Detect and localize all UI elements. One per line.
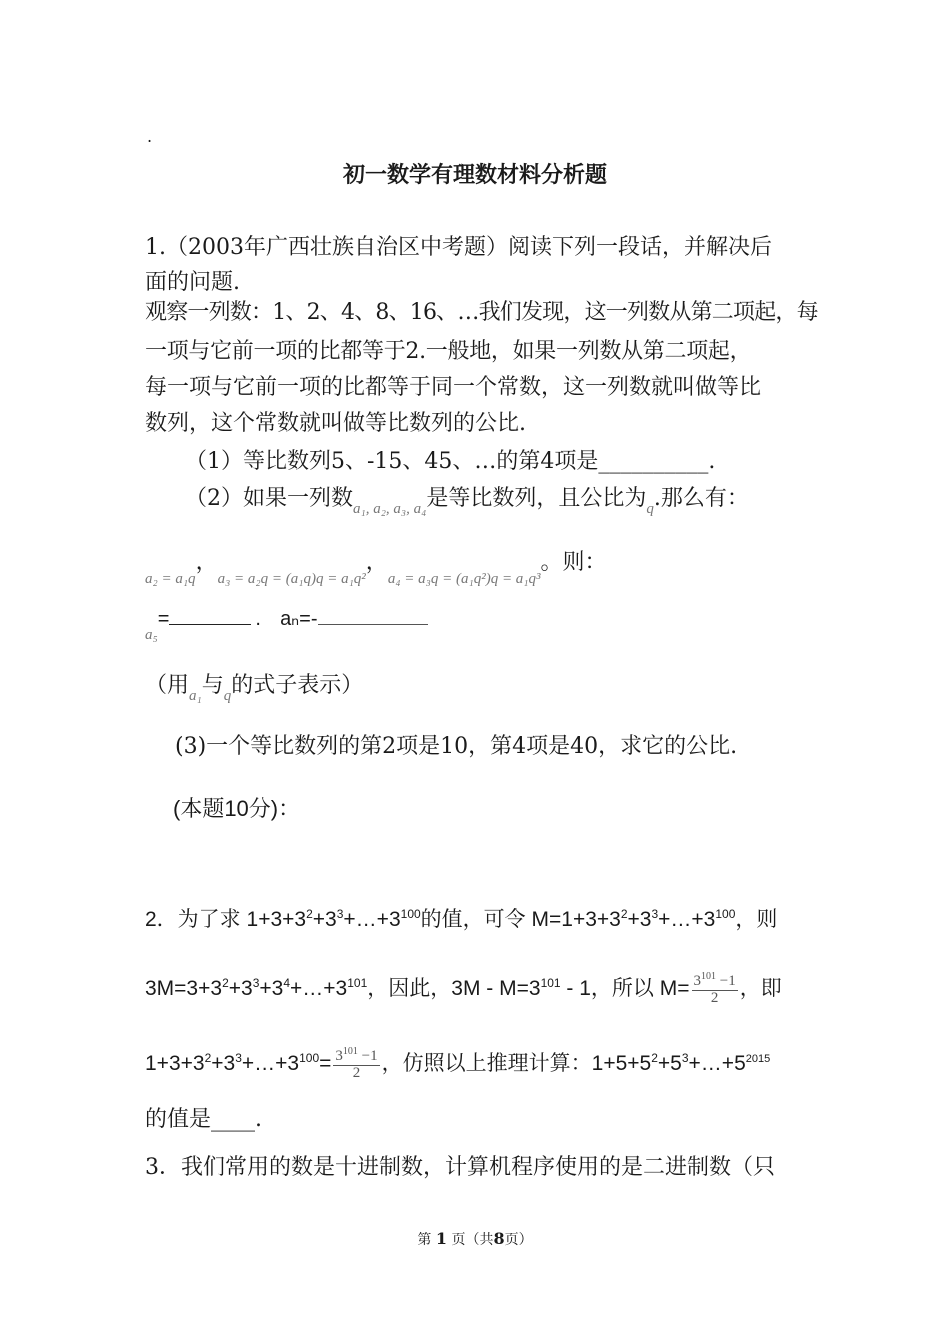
q2-l2-exp101: 101 xyxy=(347,976,368,990)
q2-l3-f: +5 xyxy=(657,1052,682,1075)
q2-l3-g: +…+5 xyxy=(688,1052,746,1075)
q1-line6: 数列，这个常数就叫做等比数列的公比. xyxy=(145,411,526,436)
a5-label: a₅ xyxy=(145,627,158,643)
an-label: aₙ=- xyxy=(280,608,318,630)
q1-part1-text: （1）等比数列5、-15、45、…的第4项是 xyxy=(185,449,599,474)
formula-sep-1: ， xyxy=(195,550,218,575)
hint-b: 与 xyxy=(201,673,224,698)
footer-total-pages: 8 xyxy=(493,1229,505,1248)
q2-l2-f: - 1，所以 M= xyxy=(560,977,690,1000)
q1-line2: 面的问题. xyxy=(145,270,240,295)
q1-formulas xyxy=(145,545,607,587)
formula-a3: a₃ = a₂q = (a₁q)q = a₁q² xyxy=(217,571,366,587)
q2-l1-d: 的值，可令 M=1+3+3 xyxy=(420,908,621,931)
q2-l3-exp100: 100 xyxy=(299,1051,320,1065)
q3-line1: 3．我们常用的数是十进制数，计算机程序使用的是二进制数（只 xyxy=(145,1155,775,1180)
q2-l3-exp2b: 2 xyxy=(651,1051,658,1065)
q2-l2-c: +3 xyxy=(259,977,284,1000)
q2-l2-a: 3M=3+3 xyxy=(145,977,223,1000)
q1-part1-end: . xyxy=(708,449,716,474)
q2-frac1-den: 2 xyxy=(710,989,719,1006)
q2-l1-exp100: 100 xyxy=(400,907,421,921)
q1-line1: 1.（2003年广西壮族自治区中考题）阅读下列一段话，并解决后 xyxy=(145,235,772,260)
q2-l3-exp3b: 3 xyxy=(681,1051,689,1065)
footer-middle: 页（共 xyxy=(451,1232,494,1248)
a5-eq: = xyxy=(157,608,170,630)
q2-l1-g: ，则 xyxy=(735,908,778,931)
q1-part2 xyxy=(185,481,749,517)
hint-a1: a₁ xyxy=(189,688,202,704)
q2-l2-exp2: 2 xyxy=(222,976,229,990)
q2-l1-b: +3 xyxy=(312,908,337,931)
q1-line5: 每一项与它前一项的比都等于同一个常数，这一列数就叫做等比 xyxy=(145,375,762,400)
header-dot: . xyxy=(147,127,153,146)
q2-l1-f: +…+3 xyxy=(658,908,716,931)
footer-prefix: 第 xyxy=(417,1232,432,1248)
q2-line3 xyxy=(145,1047,770,1082)
q2-l2-e: ，因此，3M - M=3 xyxy=(367,977,541,1000)
q2-l3-exp2: 2 xyxy=(204,1051,212,1065)
q2-l1-e: +3 xyxy=(627,908,652,931)
q2-l1-exp100b: 100 xyxy=(715,907,736,921)
q2-l1-exp2b: 2 xyxy=(620,907,628,921)
q2-fraction-2 xyxy=(333,1047,379,1082)
q2-line4: 的值是____. xyxy=(145,1107,262,1132)
q2-l3-b: +3 xyxy=(211,1052,236,1075)
q2-l1-exp2: 2 xyxy=(306,907,313,921)
q1-part2-q: q xyxy=(646,501,654,517)
q2-l2-b: +3 xyxy=(228,977,253,1000)
q2-line1 xyxy=(145,903,777,933)
a5-blank xyxy=(169,606,251,625)
hint-q: q xyxy=(223,688,232,704)
formula-a2: a₂ = a₁q xyxy=(145,571,196,587)
q2-frac2-num: $3^{101} -1$ xyxy=(335,1046,378,1065)
q2-frac1-num: $3^{101} -1$ xyxy=(693,971,736,990)
q1-hint xyxy=(145,668,364,704)
an-blank xyxy=(318,608,428,625)
q2-line2 xyxy=(145,972,782,1007)
q2-l2-exp3: 3 xyxy=(252,976,260,990)
q2-l3-c: +…+3 xyxy=(241,1052,300,1075)
hint-a: （用 xyxy=(145,673,190,698)
formula-a4: a₄ = a₃q = (a₁q²)q = a₁q³ xyxy=(387,571,541,587)
footer-suffix: 页） xyxy=(504,1232,533,1248)
page-title: 初一数学有理数材料分析题 xyxy=(342,162,607,188)
q2-l3-exp3: 3 xyxy=(235,1051,242,1065)
q2-l2-exp4: 4 xyxy=(283,976,291,990)
q1-part1 xyxy=(185,444,715,475)
q2-l1-exp3: 3 xyxy=(336,907,344,921)
q1-part2-seq: a₁, a₂, a₃, a₄ xyxy=(353,501,427,517)
q1-line4: 一项与它前一项的比都等于2.一般地，如果一列数从第二项起， xyxy=(145,339,752,364)
q1-part2-a: （2）如果一列数 xyxy=(185,486,353,511)
q2-l2-d: +…+3 xyxy=(290,977,348,1000)
footer-page-number: 1 xyxy=(435,1229,447,1248)
page-footer xyxy=(0,1229,950,1249)
q2-l1-a: 2．为了求 1+3+3 xyxy=(145,908,307,931)
q2-l3-e: ，仿照以上推理计算：1+5+5 xyxy=(381,1052,652,1075)
q2-fraction-1 xyxy=(692,972,738,1007)
q2-l3-d: = xyxy=(319,1052,332,1075)
q2-l3-exp2015: 2015 xyxy=(745,1053,771,1065)
q1-part1-blank: __________ xyxy=(598,449,709,474)
a5-dot: . xyxy=(255,608,261,630)
formula-end: 。则： xyxy=(540,549,607,574)
q2-l2-g: ，即 xyxy=(739,977,782,1000)
q2-l1-exp3b: 3 xyxy=(651,907,659,921)
formula-sep-2: ， xyxy=(365,550,388,575)
q2-l1-c: +…+3 xyxy=(343,908,401,931)
q1-a5-line xyxy=(145,606,428,643)
q1-line3: 观察一列数：1、2、4、8、16、…我们发现，这一列数从第二项起，每 xyxy=(145,300,818,325)
q1-part2-b: 是等比数列，且公比为 xyxy=(426,486,647,511)
q2-l2-exp101b: 101 xyxy=(540,976,561,990)
q1-score: (本题10分)： xyxy=(173,796,301,821)
q1-part3: (3)一个等比数列的第2项是10，第4项是40，求它的公比. xyxy=(175,734,738,759)
q2-frac2-den: 2 xyxy=(352,1064,361,1081)
hint-c: 的式子表示） xyxy=(231,673,364,698)
q2-l3-a: 1+3+3 xyxy=(145,1052,205,1075)
q1-part2-c: .那么有： xyxy=(653,486,749,511)
